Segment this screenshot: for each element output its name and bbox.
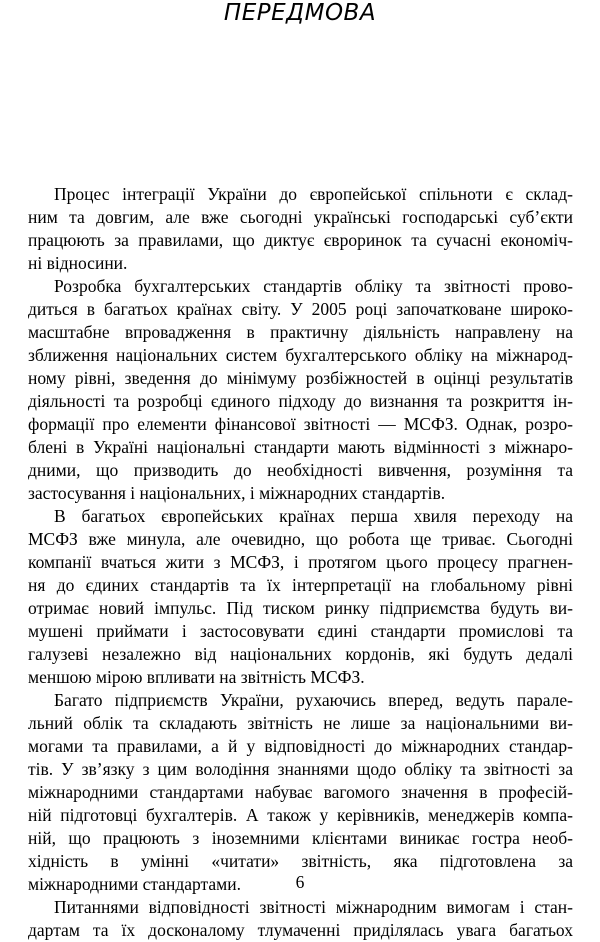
text-line: формації про елементи фінансової звітності — МСФЗ. Однак, розро- <box>28 414 573 434</box>
text-line: ні відносини. <box>28 253 128 273</box>
text-line: В багатьох європейських країнах перша хвиля переходу на <box>54 506 573 526</box>
text-line: Процес інтеграції України до європейської спільноти є склад- <box>54 184 573 204</box>
text-line: хідність в умінні «читати» звітність, яка підготовлена за <box>28 851 573 871</box>
text-line: дними, що призводить до необхідності вивчення, розуміння та <box>28 460 573 480</box>
text-line: ним та довгим, але вже сьогодні українські господарські суб’єкти <box>28 207 573 227</box>
text-line: міжнародними стандартами. <box>28 874 241 894</box>
text-line: ному рівні, зведення до мінімуму розбіжностей в оцінці результатів <box>28 368 573 388</box>
text-line: Питаннями відповідності звітності міжнародним вимогам і стан- <box>54 897 573 917</box>
text-line: льний облік та складають звітність не лише за національними ви- <box>28 713 573 733</box>
text-line: ній, що працюють з іноземними клієнтами виникає гостра необ- <box>28 828 573 848</box>
text-line: диться в багатьох країнах світу. У 2005 році започатковане широко- <box>28 299 573 319</box>
text-line: ній підготовці бухгалтерів. А також у керівників, менеджерів компа- <box>28 805 573 825</box>
text-line: масштабне впровадження в практичну діяльність направлену на <box>28 322 573 342</box>
text-line: тів. У зв’язку з цим володіння знаннями щодо обліку та звітності за <box>28 759 573 779</box>
text-line: Розробка бухгалтерських стандартів обліку та звітності прово- <box>54 276 573 296</box>
paragraph <box>28 896 573 942</box>
paragraph <box>28 689 573 896</box>
page-number: 6 <box>295 872 305 892</box>
text-line: компанії вчаться жити з МСФЗ, і протягом цього процесу прагнен- <box>28 552 573 572</box>
text-line: отримає новий імпульс. Під тиском ринку підприємства будуть ви- <box>28 598 573 618</box>
text-line: ня до єдиних стандартів та їх інтерпретації на глобальному рівні <box>28 575 573 595</box>
text-line: мушені приймати і застосовувати єдині стандарти промислові та <box>28 621 573 641</box>
text-line: зближення національних систем бухгалтерського обліку на міжнарод- <box>28 345 573 365</box>
text-line: дартам та їх досконалому тлумаченні приділялась увага багатьох <box>28 920 573 940</box>
text-line: застосування і національних, і міжнародних стандартів. <box>28 483 446 503</box>
text-line: міжнародними стандартами набуває вагомого значення в професій- <box>28 782 573 802</box>
text-line: галузеві незалежно від національних кордонів, які будуть дедалі <box>28 644 573 664</box>
text-line: блені в Україні національні стандарти мають відмінності з міжнаро- <box>28 437 573 457</box>
preface-body <box>28 183 573 942</box>
paragraph <box>28 505 573 689</box>
text-line: МСФЗ вже минула, але очевидно, що робота ще триває. Сьогодні <box>28 529 573 549</box>
paragraph <box>28 275 573 505</box>
text-line: працюють за правилами, що диктує євроринок та сучасні економіч- <box>28 230 573 250</box>
text-line: діяльності та розробці єдиного підходу до визнання та розкриття ін- <box>28 391 573 411</box>
text-line: могами та правилами, а й у відповідності до міжнародних стандар- <box>28 736 573 756</box>
text-line: меншою мірою впливати на звітність МСФЗ. <box>28 667 365 687</box>
paragraph <box>28 183 573 275</box>
page-heading: ПЕРЕДМОВА <box>223 0 377 26</box>
text-line: Багато підприємств України, рухаючись вперед, ведуть парале- <box>54 690 573 710</box>
